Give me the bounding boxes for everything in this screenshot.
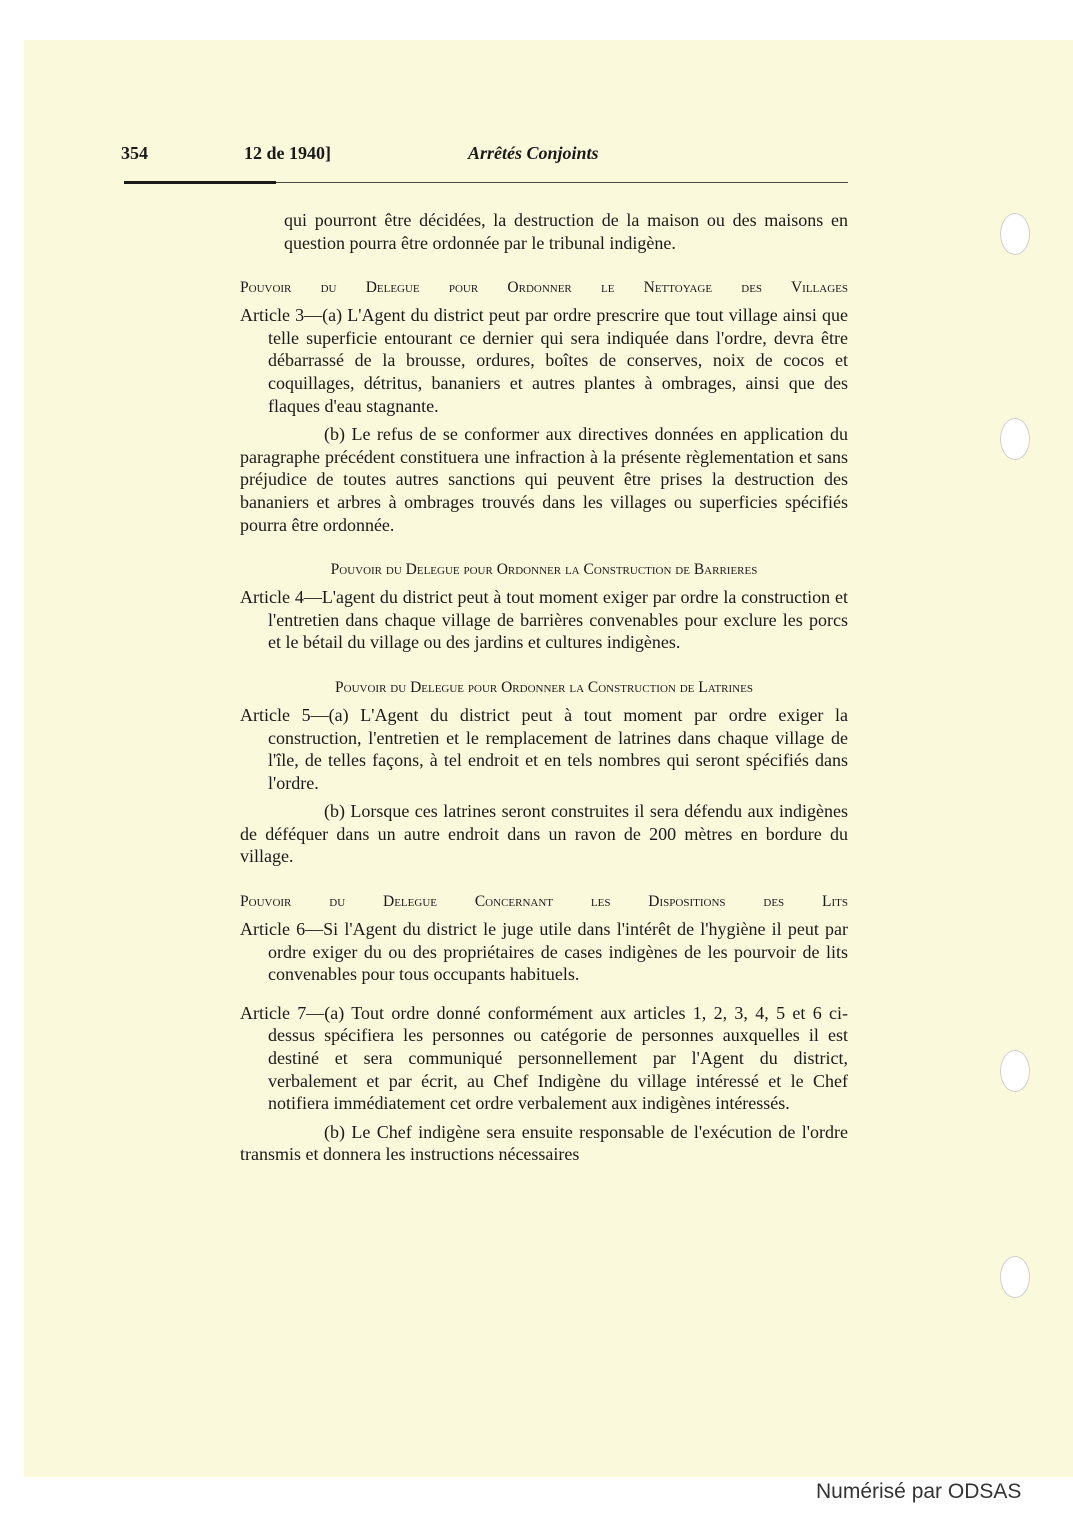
document-body [240,209,848,1166]
article-6: Article 6—Si l'Agent du district le juge utile dans l'intérêt de l'hygiène il peut par ordre exiger du ou des propriétaires de cases indigènes de les pourvoir de lits convenables pour tous occupants habituels. [240,919,848,985]
continuation-paragraph: qui pourront être décidées, la destruction de la maison ou des maisons en question pourra être ordonnée par le tribunal indigène. [284,210,848,253]
punch-hole [1000,1256,1030,1298]
header-rule-thick [124,181,276,184]
section-heading: Pouvoir du Delegue pour Ordonner la Construction de Barrieres [330,561,758,579]
article-5b: (b) Lorsque ces latrines seront construites il sera défendu aux indigènes de déféquer dans un autre endroit dans un ravon de 200 mètres en bordure du village. [240,801,848,867]
section-heading: Pouvoir du Delegue Concernant les Dispositions des Lits [240,893,848,911]
article-7b: (b) Le Chef indigène sera ensuite responsable de l'exécution de l'ordre transmis et donnera les instructions nécessaires [240,1121,848,1165]
article-4: Article 4—L'agent du district peut à tout moment exiger par ordre la construction et l'entretien dans chaque village de barrières convenables pour exclure les porcs et le bétail du village ou des jardins et cultures indigènes. [240,587,848,653]
page-number: 354 [121,143,148,163]
punch-hole [1000,213,1030,255]
article-5a: Article 5—(a) L'Agent du district peut à tout moment par ordre exiger la construction, l'entretien et le remplacement de latrines dans chaque village de l'île, de telles façons, à tel endroit et en tels nombres qui seront spécifiés dans l'ordre. [240,704,848,793]
article-3b: (b) Le refus de se conformer aux directives données en application du paragraphe précédent constituera une infraction à la présente règlementation et sans préjudice de toutes autres sanctions qui peuvent être prises la destruction des bananiers et arbres à ombrages trouvés dans les villages ou superficies spécifiés pourra être ordonnée. [240,424,848,535]
article-7a: Article 7—(a) Tout ordre donné conformément aux articles 1, 2, 3, 4, 5 et 6 ci-dessus spécifiera les personnes ou catégorie de personnes auxquelles il est destiné et sera communiqué personnellement par l'Agent du district, verbalement et par écrit, au Chef Indigène du village intéressé et le Chef notifiera immédiatement cet ordre verbalement aux indigènes intéressés. [240,1002,848,1114]
header-year: 12 de 1940] [244,143,331,163]
digitization-credit: Numérisé par ODSAS [816,1480,1022,1503]
running-header [0,143,1073,167]
punch-hole [1000,418,1030,460]
section-heading: Pouvoir du Delegue pour Ordonner la Construction de Latrines [335,678,753,696]
header-title: Arrêtés Conjoints [468,143,599,163]
header-rule-thin [276,182,848,183]
article-3a: Article 3—(a) L'Agent du district peut par ordre prescrire que tout village ainsi que telle superficie entourant ce dernier qui sera indiquée dans l'ordre, devra être débarrassé de la brousse, ordures, boîtes de conserves, noix de cocos et coquillages, détritus, bananiers et autres plantes à ombrages, ainsi que des flaques d'eau stagnante. [240,305,848,416]
punch-hole [1000,1050,1030,1092]
section-heading: Pouvoir du Delegue pour Ordonner le Nettoyage des Villages [240,279,848,297]
